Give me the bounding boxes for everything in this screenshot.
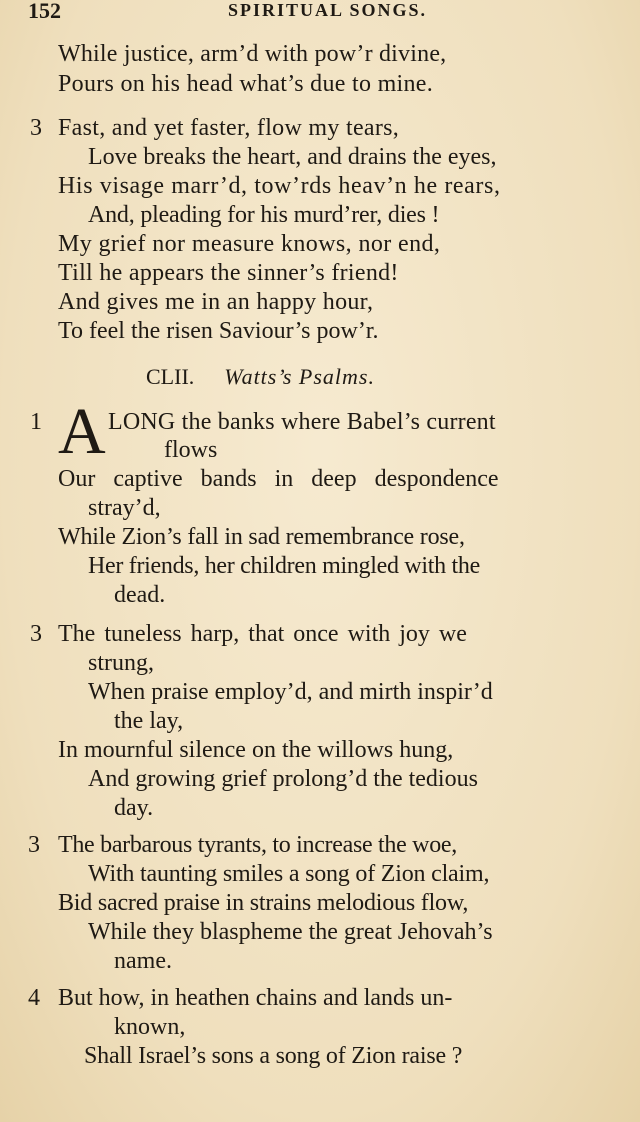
verse-line: strung, <box>88 650 154 676</box>
verse-line: day. <box>114 795 154 821</box>
verse-line: And gives me in an happy hour, <box>58 289 374 315</box>
page-header <box>28 0 620 24</box>
verse-number: 3 <box>30 621 42 647</box>
verse-number: 1 <box>30 409 42 435</box>
verse-line: And, pleading for his murd’rer, dies ! <box>88 202 440 228</box>
verse-line: LONG the banks where Babel’s current <box>108 409 496 435</box>
verse-line: While they blaspheme the great Jehovah’s <box>88 919 493 945</box>
verse-line: Our captive bands in deep despondence <box>58 466 499 492</box>
drop-cap: A <box>58 395 106 468</box>
verse-line: known, <box>114 1014 186 1040</box>
verse-number: 4 <box>28 985 40 1011</box>
verse-line: dead. <box>114 582 166 608</box>
verse-line: flows <box>164 437 218 463</box>
verse-line: Shall Israel’s sons a song of Zion raise ? <box>84 1043 463 1069</box>
verse-line: stray’d, <box>88 495 161 521</box>
verse-line: Love breaks the heart, and drains the eyes, <box>88 144 497 170</box>
verse-line: Fast, and yet faster, flow my tears, <box>58 115 400 141</box>
verse-line: In mournful silence on the willows hung, <box>58 737 454 763</box>
verse-line: To feel the risen Saviour’s pow’r. <box>58 318 379 344</box>
page-number: 152 <box>28 0 61 23</box>
running-head: SPIRITUAL SONGS. <box>228 0 428 20</box>
verse-line: But how, in heathen chains and lands un- <box>58 985 453 1011</box>
verse-line: name. <box>114 948 172 974</box>
verse-line: And growing grief prolong’d the tedious <box>88 766 478 792</box>
verse-line: Pours on his head what’s due to mine. <box>58 71 434 97</box>
verse-line: Her friends, her children mingled with the <box>88 553 480 579</box>
verse-line: When praise employ’d, and mirth inspir’d <box>88 679 493 705</box>
verse-line: Till he appears the sinner’s friend! <box>58 260 399 286</box>
verse-line: The barbarous tyrants, to increase the woe, <box>58 832 457 858</box>
verse-line: With taunting smiles a song of Zion claim, <box>88 861 490 887</box>
verse-line: the lay, <box>114 708 184 734</box>
verse-line: Bid sacred praise in strains melodious flow, <box>58 890 469 916</box>
verse-number: 3 <box>28 832 40 858</box>
verse-line: While justice, arm’d with pow’r divine, <box>58 41 447 67</box>
verse-line: His visage marr’d, tow’rds heav’n he rears, <box>58 173 501 199</box>
hymn-title <box>146 364 375 390</box>
hymn-source: Watts’s Psalms. <box>224 364 375 389</box>
verse-line: My grief nor measure knows, nor end, <box>58 231 441 257</box>
verse-line: While Zion’s fall in sad remembrance rose, <box>58 524 465 550</box>
verse-number: 3 <box>30 115 42 141</box>
hymn-number: CLII. <box>146 364 195 389</box>
verse-line: The tuneless harp, that once with joy we <box>58 621 467 647</box>
